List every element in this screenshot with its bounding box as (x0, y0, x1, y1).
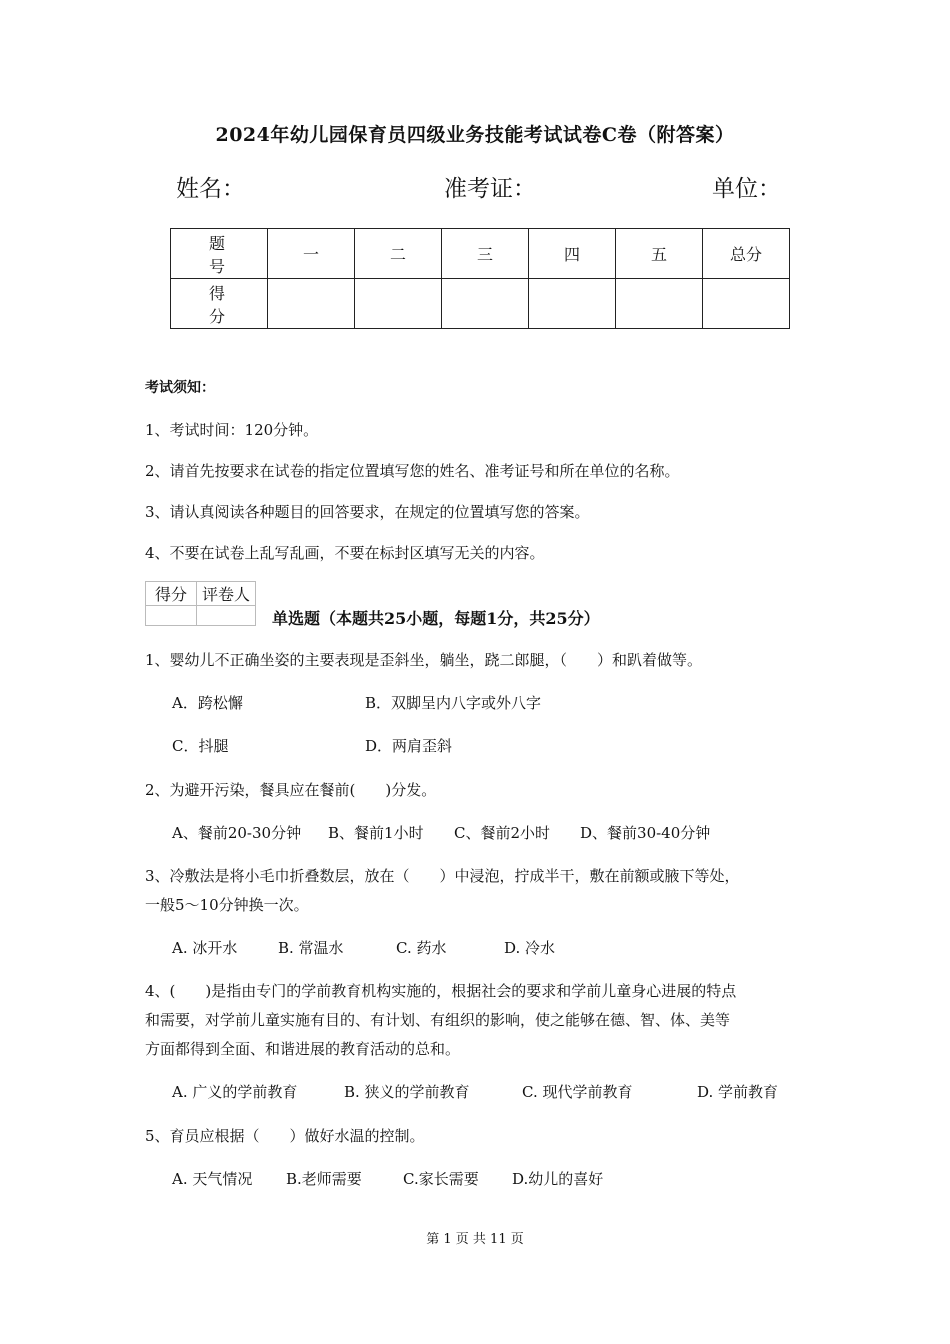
option-c: C、餐前2小时 (454, 824, 551, 842)
option-b: B、餐前1小时 (328, 824, 424, 842)
score-cell-4: 四 (529, 229, 616, 279)
option-d: D．两肩歪斜 (365, 737, 453, 755)
question-stem-cont: 方面都得到全面、和谐进展的教育活动的总和。 (145, 1040, 461, 1058)
score-row-label: 得 分 (171, 279, 268, 329)
score-cell-label: 题 号 (171, 229, 268, 279)
score-cell-total: 总分 (703, 229, 790, 279)
option-d: D.幼儿的喜好 (512, 1170, 604, 1188)
notice-heading: 考试须知： (145, 380, 215, 396)
score-table-score-row (171, 279, 790, 329)
option-b: B.老师需要 (286, 1170, 362, 1188)
option-a: A. 天气情况 (172, 1170, 253, 1188)
option-c: C.家长需要 (403, 1170, 479, 1188)
notice-item: 2、请首先按要求在试卷的指定位置填写您的姓名、准考证号和所在单位的名称。 (145, 462, 680, 480)
option-d: D、餐前30-40分钟 (580, 824, 711, 842)
score-input-total[interactable] (703, 279, 790, 329)
option-a: A．跨松懈 (172, 694, 243, 712)
option-b: B. 常温水 (278, 939, 344, 957)
option-d: D. 冷水 (504, 939, 556, 957)
ticket-field-label: 准考证： (444, 176, 536, 202)
score-table (170, 228, 790, 329)
question-stem: 2、为避开污染，餐具应在餐前( )分发。 (145, 781, 437, 799)
option-a: A、餐前20-30分钟 (172, 824, 302, 842)
page-title: 2024年幼儿园保育员四级业务技能考试试卷C卷（附答案） (215, 124, 735, 146)
score-cell-1: 一 (268, 229, 355, 279)
grader-score-input[interactable] (146, 606, 197, 626)
name-field-label: 姓名： (176, 176, 245, 202)
score-input-5[interactable] (616, 279, 703, 329)
option-c: C. 现代学前教育 (522, 1083, 633, 1101)
question-stem-cont: 一般5～10分钟换一次。 (145, 896, 309, 914)
grader-reviewer-input[interactable] (197, 606, 256, 626)
notice-item: 4、不要在试卷上乱写乱画，不要在标封区填写无关的内容。 (145, 544, 545, 562)
option-b: B. 狭义的学前教育 (344, 1083, 470, 1101)
section-title: 单选题（本题共25小题，每题1分，共25分） (272, 609, 600, 628)
option-a: A. 冰开水 (172, 939, 238, 957)
score-input-1[interactable] (268, 279, 355, 329)
unit-field-label: 单位： (712, 176, 781, 202)
question-stem: 1、婴幼儿不正确坐姿的主要表现是歪斜坐，躺坐，跷二郎腿，（ ）和趴着做等。 (145, 651, 703, 669)
notice-item: 1、考试时间：120分钟。 (145, 421, 319, 439)
grader-reviewer-label: 评卷人 (197, 582, 256, 606)
grader-table (145, 581, 256, 626)
score-input-3[interactable] (442, 279, 529, 329)
option-d: D. 学前教育 (697, 1083, 779, 1101)
notice-item: 3、请认真阅读各种题目的回答要求，在规定的位置填写您的答案。 (145, 503, 590, 521)
option-b: B．双脚呈内八字或外八字 (365, 694, 542, 712)
question-stem: 5、育员应根据（ ）做好水温的控制。 (145, 1127, 425, 1145)
question-stem: 4、( )是指由专门的学前教育机构实施的，根据社会的要求和学前儿童身心进展的特点 (145, 982, 737, 1000)
option-c: C. 药水 (396, 939, 447, 957)
score-table-header-row (171, 229, 790, 279)
score-input-2[interactable] (355, 279, 442, 329)
question-stem: 3、冷敷法是将小毛巾折叠数层，放在（ ）中浸泡，拧成半干，敷在前额或腋下等处， (145, 867, 740, 885)
score-cell-3: 三 (442, 229, 529, 279)
question-stem-cont: 和需要，对学前儿童实施有目的、有计划、有组织的影响，使之能够在德、智、体、美等 (145, 1011, 731, 1029)
option-a: A. 广义的学前教育 (172, 1083, 298, 1101)
score-input-4[interactable] (529, 279, 616, 329)
score-cell-2: 二 (355, 229, 442, 279)
page-footer: 第 1 页 共 11 页 (426, 1232, 524, 1247)
option-c: C．抖腿 (172, 737, 229, 755)
score-cell-5: 五 (616, 229, 703, 279)
grader-score-label: 得分 (146, 582, 197, 606)
